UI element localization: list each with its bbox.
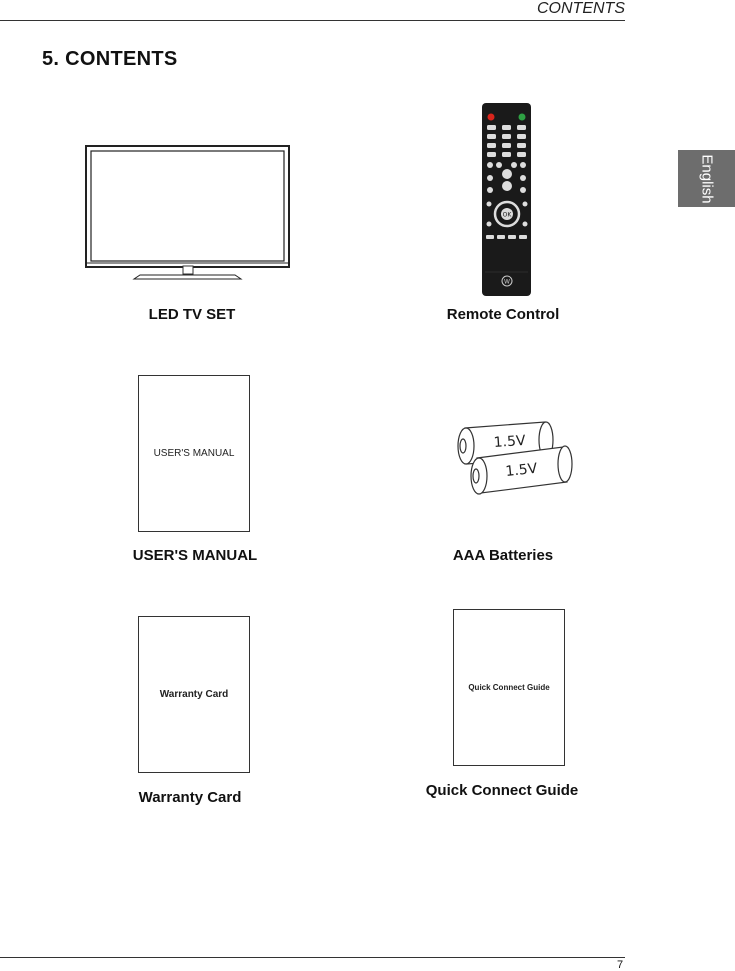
- warranty-card-caption: Warranty Card: [138, 789, 242, 806]
- batteries-illustration: [450, 420, 580, 500]
- language-tab: [678, 150, 735, 207]
- section-title: 5. CONTENTS: [42, 48, 178, 70]
- warranty-card-booklet: [138, 616, 250, 773]
- running-header: CONTENTS: [537, 0, 625, 17]
- batteries-caption: AAA Batteries: [452, 547, 554, 564]
- svg-text:OK: OK: [502, 211, 512, 219]
- battery-label-2: 1.5V: [504, 460, 539, 480]
- language-tab-label: English: [698, 153, 715, 204]
- footer-divider: [0, 957, 625, 958]
- header-divider: [0, 20, 625, 21]
- battery-label-1: 1.5V: [493, 432, 527, 451]
- svg-text:W: W: [504, 278, 510, 286]
- users-manual-caption: USER'S MANUAL: [132, 547, 258, 564]
- remote-caption: Remote Control: [446, 306, 560, 323]
- quick-guide-booklet: [453, 609, 565, 766]
- page-number: 7: [617, 959, 624, 971]
- quick-guide-cover-text: Quick Connect Guide: [468, 683, 550, 692]
- warranty-card-cover-text: Warranty Card: [159, 689, 229, 700]
- tv-caption: LED TV SET: [148, 306, 236, 323]
- remote-illustration: [481, 102, 533, 298]
- users-manual-cover-text: USER'S MANUAL: [153, 448, 235, 459]
- users-manual-booklet: [138, 375, 250, 532]
- tv-illustration: [85, 144, 295, 280]
- quick-guide-caption: Quick Connect Guide: [425, 782, 579, 799]
